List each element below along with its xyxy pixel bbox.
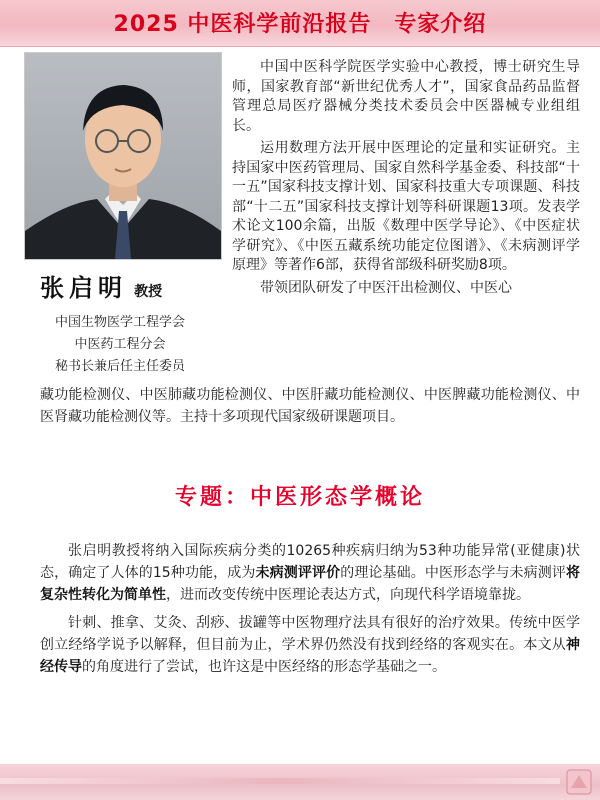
affiliation-line: 秘书长兼后任主任委员: [54, 359, 185, 374]
expert-rank: 教授: [134, 284, 163, 300]
bio-paragraph-continuation: 藏功能检测仪、中医肺藏功能检测仪、中医肝藏功能检测仪、中医脾藏功能检测仪、中医肾藏功能检测仪等。主持十多项现代国家级研课题项目。: [40, 387, 580, 425]
emphasis-text: 将复杂性转化为简单性: [40, 565, 581, 603]
bio-paragraph: 中国中医科学院医学实验中心教授，博士研究生导师，国家教育部“新世纪优秀人才”，国家食品药品监督管理总局医疗器械分类技术委员会中医器械专业组组长。: [232, 59, 580, 134]
article-paragraph: [40, 540, 580, 606]
expert-portrait: [24, 52, 222, 260]
emphasis-text: 未病测评评价: [255, 565, 341, 581]
bio-paragraph: 运用数理方法开展中医理论的定量和实证研究。主持国家中医药管理局、国家自然科学基金委、科技部“十一五”国家科技支撑计划、国家科技重大专项课题、科技部“十二五”国家科技支撑计划等科研课题13项。发表学术论文100余篇，出版《数理中医学导论》、《中医症状学研究》、《中医五藏系统功能定位图谱》、《未病测评学原理》等著作6部，获得省部级科研奖励8项。: [232, 140, 580, 273]
text-run: 针刺、推拿、艾灸、刮痧、拔罐等中医物理疗法具有很好的治疗效果。传统中医学创立经络学说予以解释，但目前为止，学术界仍然没有找到经络的客观实在。本文从: [40, 615, 580, 653]
topic-title: 专题：中医形态学概论: [174, 485, 425, 510]
article-paragraph: [40, 612, 580, 678]
footer-band: [0, 764, 600, 800]
bio-column: [232, 58, 580, 301]
page-title: 2025 中医科学前沿报告 专家介绍: [113, 12, 487, 37]
header-banner: [0, 0, 600, 47]
bio-continuation: [40, 384, 580, 428]
emphasis-text: 神经传导: [40, 637, 580, 675]
text-run: ，进而改变传统中医理论表达方式，向现代科学语境靠拢。: [166, 587, 530, 603]
text-run: 的理论基础。中医形态学与未病测评: [340, 565, 567, 581]
text-run: 张启明教授将纳入国际疾病分类的10265种疾病归纳为53种功能异常(亚健康)状态，确定了人体的15种功能，成为: [40, 543, 580, 581]
affiliation-line: 中国生物医学工程学会: [54, 315, 185, 330]
corner-logo-icon: [566, 769, 592, 795]
text-run: 的角度进行了尝试，也许这是中医经络的形态学基础之一。: [82, 659, 446, 675]
article-body: [40, 540, 580, 684]
affiliation-line: 中医药工程分会: [74, 337, 166, 352]
expert-affiliations: [10, 312, 230, 378]
expert-name-row: [40, 268, 210, 303]
footer-stripe: [0, 778, 560, 784]
bio-paragraph: 带领团队研发了中医汗出检测仪、中医心: [260, 279, 512, 296]
expert-name: 张启明: [40, 274, 127, 302]
